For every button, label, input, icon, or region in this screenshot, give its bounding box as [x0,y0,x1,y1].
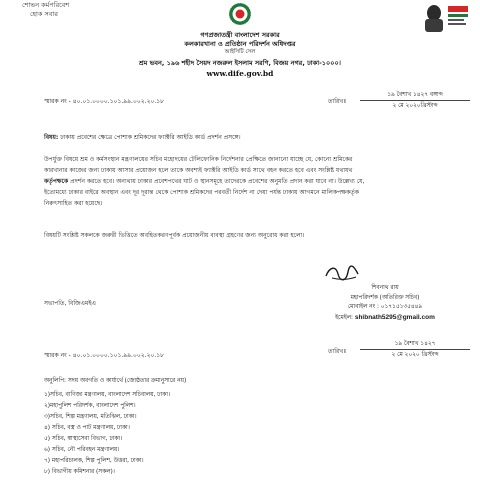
slogan [22,1,69,19]
signature-block [310,284,460,323]
government-seal-icon [228,2,252,26]
body-paragraph-2: বিষয়টি সংশ্লিষ্ট সকলকে জরুরী ভিত্তিতে অবহিতকরণপূর্বক প্রয়োজনীয় ব্যবস্থা গ্রহণের জন্য অনুরোধ করা হলো। [44,232,305,239]
subject-line [44,134,468,142]
body-line: নিরুৎসাহিত করা হয়েছে। [44,200,103,207]
body-bold-word: কর্তৃপক্ষকে [44,178,69,185]
memo2-date-label: তারিখঃ [328,348,347,355]
memo2-date-english: ২ মে ২০২০ খ্রিস্টাব্দ [391,352,439,358]
memo1-date-label: তারিখঃ [328,98,347,105]
cc-list-item: ৭) মহাপরিচালক, শিল্প পুলিশ, উত্তরা, ঢাকা। [44,458,144,464]
subject-text: ঢাকায় প্রবেশের ক্ষেত্রে পোশাক শ্রমিকদের ফ্যাক্টরি আইডি কার্ড প্রদর্শন প্রসঙ্গে। [60,134,241,141]
memo1-date-bangla: ১৯ বৈশাখ ১৪২৭ বঙ্গাব্দ [387,92,443,98]
slogan-line-1: শোভন কর্মপরিবেশ [22,1,70,9]
cc-list-item: ৫) সচিব, স্বাস্থ্যসেবা বিভাগ, ঢাকা। [44,436,123,442]
body-line: কারখানার কাজের জন্য ঢাকায় আসার প্রয়োজন হলে তাকে অবশ্যই ফ্যাক্টরি আইডি কার্ড সাথে বহন করতে হবে এবং সংশ্লিষ্ট যথাযথ [44,167,353,174]
header-address: শ্রম ভবন, ১৯৬ শহীদ সৈয়দ নজরুল ইসলাম সরণি, বিজয় নগর, ঢাকা-১০০০। [138,59,342,67]
email-label: ইমেইল: [335,314,353,321]
memo2-date-divider [360,349,470,350]
memo2-ref-label: স্মারক নং - [44,352,71,359]
mujib-borsho-logo-icon [414,2,472,32]
cc-list-item: ৮) বিভাগীয় কমিশনার (সকল)। [44,469,115,475]
memo2-ref-number: ৪০.০১.০০০০.১০১.৯৯.০০২.২০.১৮ [72,352,165,359]
header-department: কলকারখানা ও প্রতিষ্ঠান পরিদর্শন অধিদপ্তর [184,40,296,48]
cc-heading: অনুলিপি: সদয় অবগতি ও কার্যার্থে (জ্যেষ্ঠতার ক্রমানুসারে নয়) [44,378,187,384]
header-website[interactable]: www.dife.gov.bd [206,69,274,78]
body-paragraph-1 [44,154,468,209]
cc-list-item: ২)মহাপুলিশ পরিদর্শক, বাংলাদেশ পুলিশ। [44,403,136,409]
signatory-email[interactable]: shibnath5295@gmail.com [354,313,435,321]
header-cell: আইসিটি সেল [224,49,256,55]
body-line-rest: প্রদর্শন করতে হবে। অন্যথায় ঢাকার প্রবেশপথের ঘাট ও স্থানসমূহে তাদেরকে প্রবেশের অনুমতি প্রদান করা যাবে না। উল্লেখ্য যে, [68,178,365,185]
memo1-reference [44,98,164,106]
body-line: ইতোমধ্যে ঢাকার বাইরে অবস্থান এবং দূর দূরান্ত থেকে পোশাক শ্রমিকদের পরবর্তী নির্দেশ না দেয়া পর্যন্ত ঢাকায় আগমনে মালিকপক্ষকর্তৃক [44,189,359,196]
memo1-ref-label: স্মারক নং - [44,98,71,105]
body-line [44,176,468,187]
slogan-line-2: হোক সবার [30,10,58,18]
cc-list-item: ৬) সচিব, নৌ পরিবহন মন্ত্রণালয়। [44,447,120,453]
subject-label: বিষয়: [44,134,59,141]
body-line: উপর্যুক্ত বিষয়ে শ্রম ও কর্মসংস্থান মন্ত্রণালয়ের সচিব মহোদয়ের টেলিফোনিক নির্দেশনার প্রেক্ষিতে জানানো যাচ্ছে যে, কোনো শ্রমিকের [44,156,353,163]
recipient-1: সভাপতি, বিজিএমইএ [44,300,97,307]
header-govt: গণপ্রজাতন্ত্রী বাংলাদেশ সরকার [200,31,280,39]
memo1-ref-number: ৪০.০১.০০০০.১০১.৯৯.০০২.২০.১৮ [72,98,165,105]
memo2-reference [44,352,164,360]
signature-icon [322,262,362,284]
memo2-date-bangla: ১৯ বৈশাখ ১৪২৭ [394,341,436,347]
signatory-name: শিবনাথ রায় [371,285,399,291]
signatory-designation: মহাপরিদর্শক (অতিরিক্ত সচিব) [350,294,420,301]
cc-list-item: ৪) সচিব, বস্ত্র ও পাট মন্ত্রণালয়, ঢাকা। [44,425,130,431]
signatory-email-line [310,313,460,324]
cc-list-item: ৩)সচিব, শিল্প মন্ত্রণালয়, মতিঝিল, ঢাকা। [44,414,137,420]
memo1-date-english: ২ মে ২০২০খ্রিস্টাব্দ [392,103,438,109]
memo1-date-divider [360,100,470,101]
signatory-mobile: মোবাইল নং : ০১৭১৫১৩৫৪৪৯ [347,304,423,310]
cc-list-item: ১)সচিব, বাণিজ্য মন্ত্রণালয়, বাংলাদেশ সচিবালয়, ঢাকা। [44,392,170,398]
